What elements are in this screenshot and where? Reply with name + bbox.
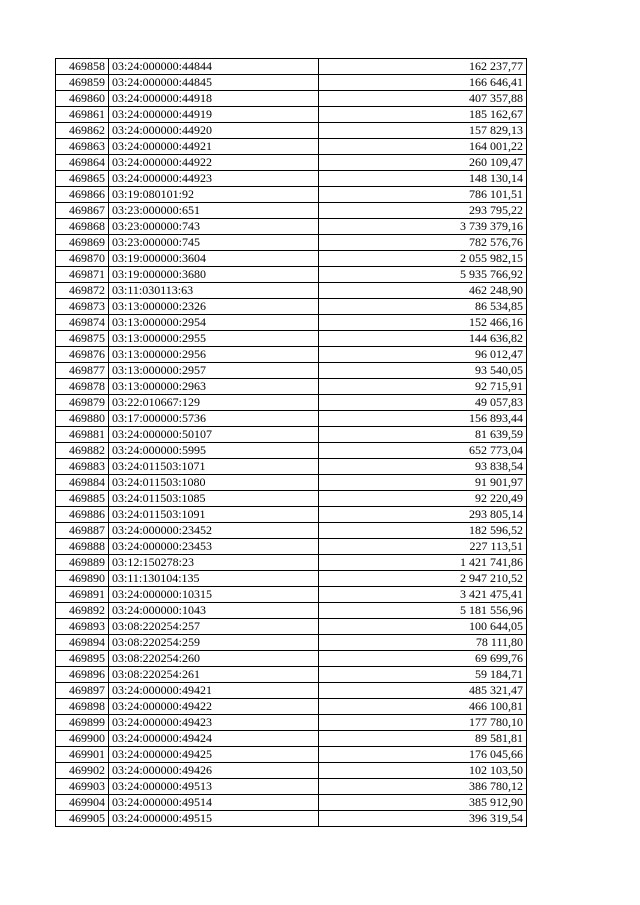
row-number-cell: 469862 (56, 123, 109, 139)
value-cell: 92 715,91 (319, 379, 527, 395)
row-number-cell: 469858 (56, 59, 109, 75)
value-cell: 91 901,97 (319, 475, 527, 491)
table-row (56, 555, 527, 571)
value-cell: 96 012,47 (319, 347, 527, 363)
cadastral-number-cell: 03:24:000000:49422 (109, 699, 319, 715)
table-row (56, 411, 527, 427)
row-number-cell: 469895 (56, 651, 109, 667)
cadastral-number-cell: 03:19:000000:3604 (109, 251, 319, 267)
value-cell: 293 805,14 (319, 507, 527, 523)
cadastral-number-cell: 03:24:000000:44920 (109, 123, 319, 139)
row-number-cell: 469879 (56, 395, 109, 411)
row-number-cell: 469900 (56, 731, 109, 747)
row-number-cell: 469868 (56, 219, 109, 235)
row-number-cell: 469873 (56, 299, 109, 315)
table-row (56, 699, 527, 715)
cadastral-number-cell: 03:13:000000:2326 (109, 299, 319, 315)
row-number-cell: 469883 (56, 459, 109, 475)
table-row (56, 299, 527, 315)
value-cell: 162 237,77 (319, 59, 527, 75)
value-cell: 166 646,41 (319, 75, 527, 91)
cadastral-number-cell: 03:13:000000:2955 (109, 331, 319, 347)
table-row (56, 219, 527, 235)
cadastral-number-cell: 03:24:000000:44845 (109, 75, 319, 91)
table-body (56, 59, 527, 827)
table-row (56, 75, 527, 91)
value-cell: 293 795,22 (319, 203, 527, 219)
cadastral-number-cell: 03:11:030113:63 (109, 283, 319, 299)
table-row (56, 171, 527, 187)
row-number-cell: 469877 (56, 363, 109, 379)
table-row (56, 763, 527, 779)
table-row (56, 107, 527, 123)
row-number-cell: 469878 (56, 379, 109, 395)
cadastral-number-cell: 03:24:000000:44921 (109, 139, 319, 155)
row-number-cell: 469865 (56, 171, 109, 187)
value-cell: 89 581,81 (319, 731, 527, 747)
value-cell: 786 101,51 (319, 187, 527, 203)
row-number-cell: 469891 (56, 587, 109, 603)
value-cell: 164 001,22 (319, 139, 527, 155)
value-cell: 157 829,13 (319, 123, 527, 139)
cadastral-number-cell: 03:08:220254:259 (109, 635, 319, 651)
row-number-cell: 469882 (56, 443, 109, 459)
cadastral-number-cell: 03:24:000000:44922 (109, 155, 319, 171)
row-number-cell: 469869 (56, 235, 109, 251)
row-number-cell: 469889 (56, 555, 109, 571)
table-row (56, 443, 527, 459)
value-cell: 3 739 379,16 (319, 219, 527, 235)
cadastral-number-cell: 03:24:000000:44918 (109, 91, 319, 107)
cadastral-number-cell: 03:24:000000:23453 (109, 539, 319, 555)
table-row (56, 283, 527, 299)
value-cell: 185 162,67 (319, 107, 527, 123)
table-row (56, 747, 527, 763)
table-row (56, 203, 527, 219)
value-cell: 100 644,05 (319, 619, 527, 635)
table-row (56, 459, 527, 475)
row-number-cell: 469902 (56, 763, 109, 779)
cadastral-number-cell: 03:24:011503:1071 (109, 459, 319, 475)
cadastral-number-cell: 03:23:000000:651 (109, 203, 319, 219)
row-number-cell: 469888 (56, 539, 109, 555)
row-number-cell: 469892 (56, 603, 109, 619)
table-row (56, 267, 527, 283)
cadastral-number-cell: 03:19:080101:92 (109, 187, 319, 203)
value-cell: 144 636,82 (319, 331, 527, 347)
value-cell: 385 912,90 (319, 795, 527, 811)
table-row (56, 491, 527, 507)
value-cell: 2 055 982,15 (319, 251, 527, 267)
table-row (56, 395, 527, 411)
table-row (56, 427, 527, 443)
value-cell: 227 113,51 (319, 539, 527, 555)
row-number-cell: 469884 (56, 475, 109, 491)
cadastral-number-cell: 03:24:000000:44923 (109, 171, 319, 187)
row-number-cell: 469876 (56, 347, 109, 363)
table-row (56, 91, 527, 107)
table-row (56, 315, 527, 331)
table-row (56, 155, 527, 171)
value-cell: 49 057,83 (319, 395, 527, 411)
table-row (56, 587, 527, 603)
row-number-cell: 469872 (56, 283, 109, 299)
row-number-cell: 469861 (56, 107, 109, 123)
table-row (56, 59, 527, 75)
table-row (56, 683, 527, 699)
row-number-cell: 469880 (56, 411, 109, 427)
value-cell: 5 181 556,96 (319, 603, 527, 619)
row-number-cell: 469871 (56, 267, 109, 283)
table-row (56, 123, 527, 139)
row-number-cell: 469860 (56, 91, 109, 107)
row-number-cell: 469864 (56, 155, 109, 171)
value-cell: 485 321,47 (319, 683, 527, 699)
value-cell: 260 109,47 (319, 155, 527, 171)
cadastral-number-cell: 03:11:130104:135 (109, 571, 319, 587)
cadastral-number-cell: 03:24:011503:1085 (109, 491, 319, 507)
row-number-cell: 469874 (56, 315, 109, 331)
table-row (56, 779, 527, 795)
table-row (56, 667, 527, 683)
cadastral-number-cell: 03:08:220254:260 (109, 651, 319, 667)
row-number-cell: 469890 (56, 571, 109, 587)
cadastral-number-cell: 03:24:011503:1080 (109, 475, 319, 491)
value-cell: 78 111,80 (319, 635, 527, 651)
cadastral-number-cell: 03:23:000000:743 (109, 219, 319, 235)
table-row (56, 507, 527, 523)
row-number-cell: 469901 (56, 747, 109, 763)
value-cell: 3 421 475,41 (319, 587, 527, 603)
cadastral-number-cell: 03:13:000000:2956 (109, 347, 319, 363)
row-number-cell: 469899 (56, 715, 109, 731)
row-number-cell: 469870 (56, 251, 109, 267)
row-number-cell: 469875 (56, 331, 109, 347)
cadastral-number-cell: 03:13:000000:2954 (109, 315, 319, 331)
cadastral-number-cell: 03:24:000000:49423 (109, 715, 319, 731)
cadastral-number-cell: 03:24:000000:50107 (109, 427, 319, 443)
row-number-cell: 469867 (56, 203, 109, 219)
cadastral-number-cell: 03:24:000000:49426 (109, 763, 319, 779)
value-cell: 102 103,50 (319, 763, 527, 779)
cadastral-number-cell: 03:24:000000:44919 (109, 107, 319, 123)
cadastral-number-cell: 03:24:000000:49421 (109, 683, 319, 699)
cadastral-number-cell: 03:12:150278:23 (109, 555, 319, 571)
value-cell: 69 699,76 (319, 651, 527, 667)
table-row (56, 523, 527, 539)
cadastral-number-cell: 03:24:000000:49514 (109, 795, 319, 811)
cadastral-number-cell: 03:08:220254:257 (109, 619, 319, 635)
value-cell: 81 639,59 (319, 427, 527, 443)
value-cell: 2 947 210,52 (319, 571, 527, 587)
table-row (56, 347, 527, 363)
value-cell: 1 421 741,86 (319, 555, 527, 571)
cadastral-value-table (55, 58, 527, 827)
table-row (56, 235, 527, 251)
table-row (56, 539, 527, 555)
table-row (56, 251, 527, 267)
table-row (56, 635, 527, 651)
value-cell: 386 780,12 (319, 779, 527, 795)
table-row (56, 731, 527, 747)
row-number-cell: 469904 (56, 795, 109, 811)
value-cell: 152 466,16 (319, 315, 527, 331)
row-number-cell: 469886 (56, 507, 109, 523)
value-cell: 93 838,54 (319, 459, 527, 475)
table-row (56, 603, 527, 619)
table-row (56, 619, 527, 635)
value-cell: 176 045,66 (319, 747, 527, 763)
table-row (56, 187, 527, 203)
value-cell: 182 596,52 (319, 523, 527, 539)
table-row (56, 715, 527, 731)
row-number-cell: 469903 (56, 779, 109, 795)
cadastral-number-cell: 03:24:000000:49425 (109, 747, 319, 763)
cadastral-number-cell: 03:19:000000:3680 (109, 267, 319, 283)
value-cell: 396 319,54 (319, 811, 527, 827)
value-cell: 407 357,88 (319, 91, 527, 107)
value-cell: 5 935 766,92 (319, 267, 527, 283)
cadastral-number-cell: 03:24:000000:49424 (109, 731, 319, 747)
cadastral-number-cell: 03:13:000000:2957 (109, 363, 319, 379)
table-row (56, 475, 527, 491)
value-cell: 466 100,81 (319, 699, 527, 715)
value-cell: 59 184,71 (319, 667, 527, 683)
cadastral-number-cell: 03:24:000000:5995 (109, 443, 319, 459)
value-cell: 177 780,10 (319, 715, 527, 731)
value-cell: 93 540,05 (319, 363, 527, 379)
row-number-cell: 469893 (56, 619, 109, 635)
row-number-cell: 469894 (56, 635, 109, 651)
cadastral-number-cell: 03:23:000000:745 (109, 235, 319, 251)
row-number-cell: 469863 (56, 139, 109, 155)
cadastral-number-cell: 03:08:220254:261 (109, 667, 319, 683)
cadastral-number-cell: 03:24:000000:10315 (109, 587, 319, 603)
table-row (56, 811, 527, 827)
row-number-cell: 469905 (56, 811, 109, 827)
value-cell: 652 773,04 (319, 443, 527, 459)
row-number-cell: 469897 (56, 683, 109, 699)
value-cell: 782 576,76 (319, 235, 527, 251)
cadastral-number-cell: 03:22:010667:129 (109, 395, 319, 411)
value-cell: 148 130,14 (319, 171, 527, 187)
table-row (56, 651, 527, 667)
table-row (56, 379, 527, 395)
value-cell: 92 220,49 (319, 491, 527, 507)
row-number-cell: 469896 (56, 667, 109, 683)
table-row (56, 139, 527, 155)
cadastral-number-cell: 03:24:011503:1091 (109, 507, 319, 523)
cadastral-number-cell: 03:13:000000:2963 (109, 379, 319, 395)
value-cell: 86 534,85 (319, 299, 527, 315)
cadastral-number-cell: 03:24:000000:49513 (109, 779, 319, 795)
row-number-cell: 469866 (56, 187, 109, 203)
table-row (56, 571, 527, 587)
row-number-cell: 469887 (56, 523, 109, 539)
table-row (56, 795, 527, 811)
value-cell: 156 893,44 (319, 411, 527, 427)
table-row (56, 331, 527, 347)
cadastral-number-cell: 03:17:000000:5736 (109, 411, 319, 427)
cadastral-number-cell: 03:24:000000:49515 (109, 811, 319, 827)
value-cell: 462 248,90 (319, 283, 527, 299)
cadastral-number-cell: 03:24:000000:23452 (109, 523, 319, 539)
row-number-cell: 469885 (56, 491, 109, 507)
table-row (56, 363, 527, 379)
row-number-cell: 469881 (56, 427, 109, 443)
row-number-cell: 469898 (56, 699, 109, 715)
cadastral-number-cell: 03:24:000000:44844 (109, 59, 319, 75)
cadastral-number-cell: 03:24:000000:1043 (109, 603, 319, 619)
row-number-cell: 469859 (56, 75, 109, 91)
